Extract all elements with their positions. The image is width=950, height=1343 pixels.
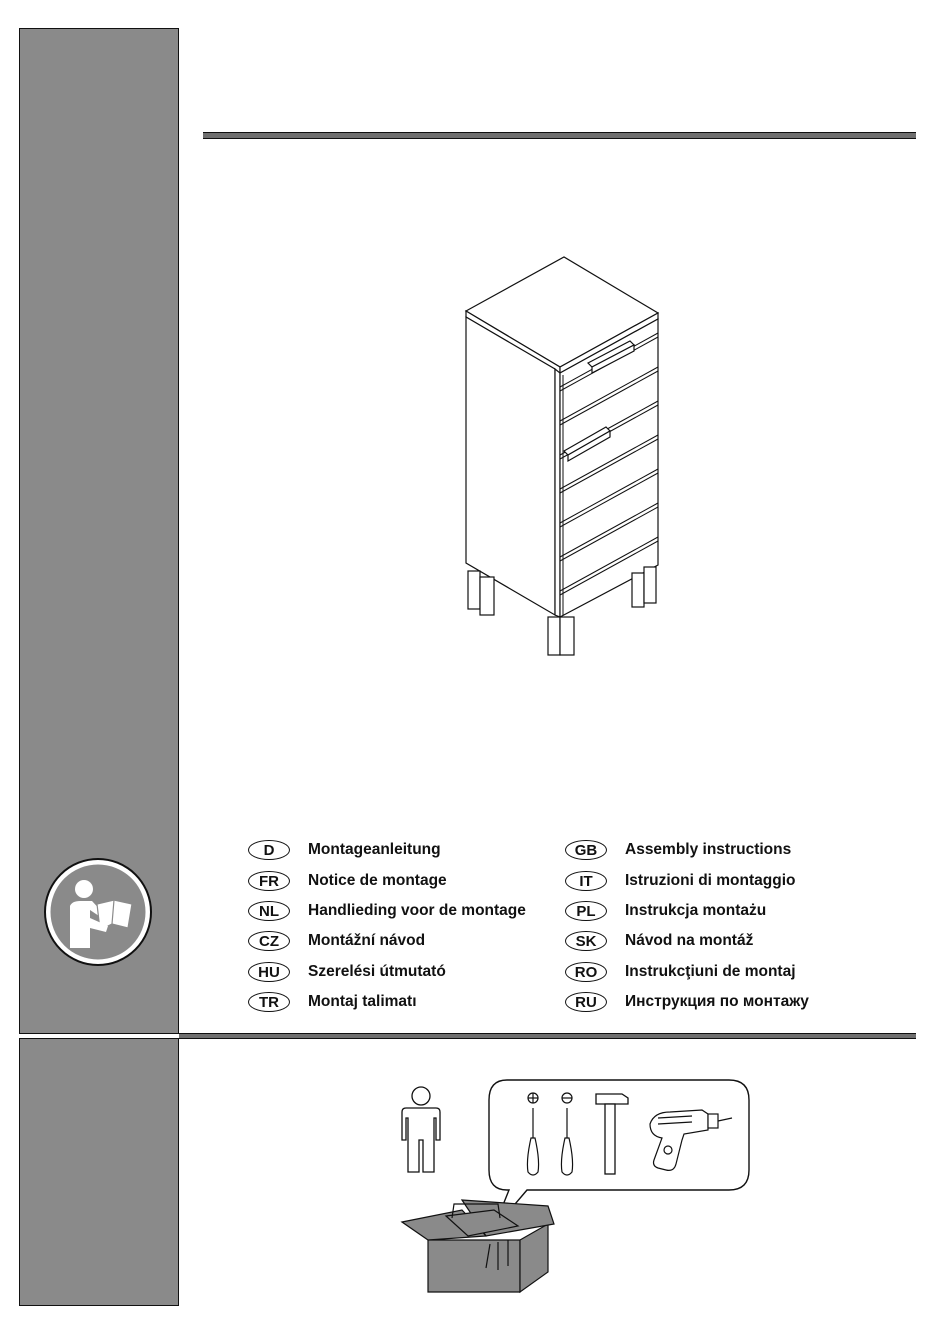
language-item [248,929,425,953]
cabinet-illustration [460,255,665,660]
language-item [565,990,809,1014]
language-code-badge: HU [248,962,290,982]
language-title: Handlieding voor de montage [308,902,526,919]
language-code-badge: SK [565,931,607,951]
language-code-badge: FR [248,871,290,891]
header-rule [203,132,916,139]
language-title: Montaj talimatı [308,993,417,1010]
language-title: Montážní návod [308,932,426,949]
section-divider [179,1033,916,1039]
language-title: Notice de montage [308,872,447,889]
language-item [248,838,441,862]
language-title: Инструкция по монтажу [625,993,809,1010]
language-title: Instrukcja montażu [625,902,767,919]
language-item [248,869,447,893]
language-code-badge: IT [565,871,607,891]
language-item [248,990,417,1014]
language-code-badge: GB [565,840,607,860]
sidebar-bottom-panel [19,1038,179,1306]
language-code-badge: PL [565,901,607,921]
language-title: Szerelési útmutató [308,963,446,980]
language-title: Assembly instructions [625,841,792,858]
language-item [565,869,796,893]
language-item [565,929,753,953]
language-item [248,899,526,923]
hammer-icon [592,1092,632,1178]
read-manual-icon [42,856,154,968]
language-code-badge: RO [565,962,607,982]
language-code-badge: NL [248,901,290,921]
language-code-badge: D [248,840,290,860]
language-title: Montageanleitung [308,841,441,858]
flat-screwdriver-icon [556,1090,578,1180]
phillips-screwdriver-icon [522,1090,544,1180]
language-item [565,899,766,923]
language-item [565,960,796,984]
language-code-badge: RU [565,992,607,1012]
language-title: Istruzioni di montaggio [625,872,796,889]
language-title: Návod na montáž [625,932,754,949]
person-icon [396,1084,446,1176]
language-code-badge: CZ [248,931,290,951]
language-title: Instrukcţiuni de montaj [625,963,796,980]
drill-icon [644,1094,736,1174]
language-item [248,960,446,984]
language-code-badge: TR [248,992,290,1012]
toolbox-icon [398,1196,558,1296]
language-item [565,838,791,862]
